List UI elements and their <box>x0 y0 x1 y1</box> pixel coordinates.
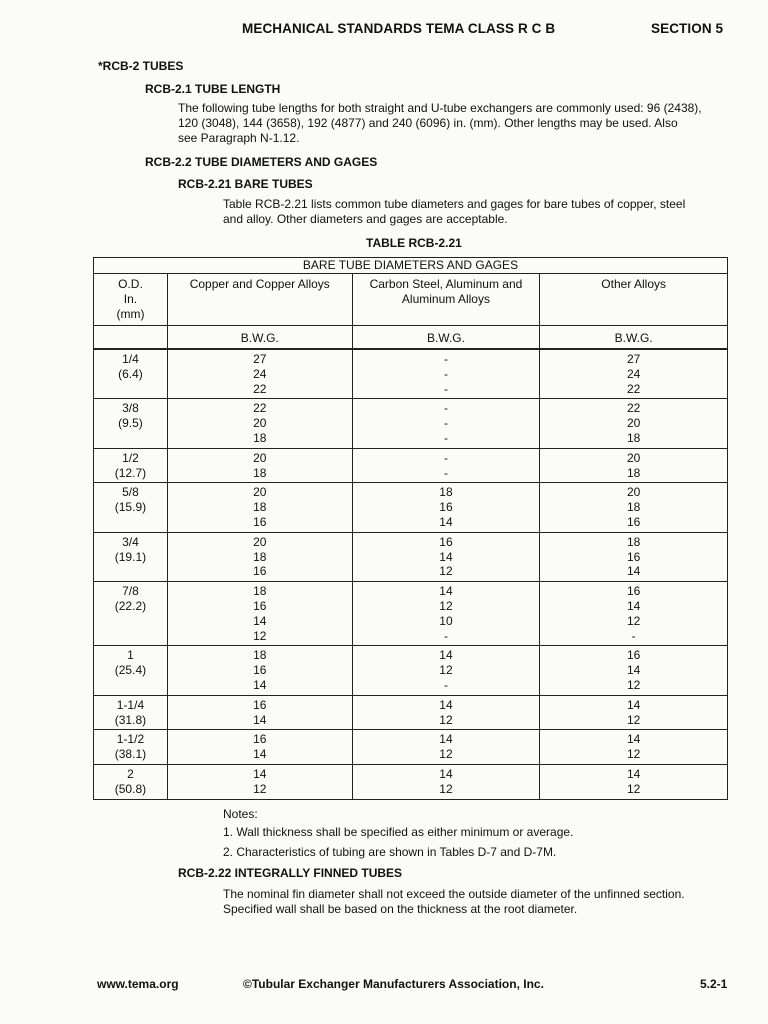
cell-value: 16 <box>626 648 641 663</box>
cell-value: 27 <box>253 352 267 366</box>
cell-value: 16 <box>626 514 641 529</box>
rcb222-heading: RCB-2.22 INTEGRALLY FINNED TUBES <box>178 866 403 880</box>
cell-value: 16 <box>253 732 267 747</box>
cell-value: - <box>443 416 448 431</box>
cell-value: 10 <box>439 613 453 628</box>
paragraph-line: Table RCB-2.21 lists common tube diameters and gages for bare tubes of copper, steel <box>223 197 686 211</box>
paragraph-line: 120 (3048), 144 (3658), 192 (4877) and 240 (6096) in. (mm). Other lengths may be used. Also <box>178 116 678 130</box>
od-cell <box>94 764 168 799</box>
carbon-steel-cell <box>352 349 540 399</box>
table-label: TABLE RCB-2.21 <box>366 236 462 250</box>
cell-value: 16 <box>439 534 453 549</box>
cell-value: - <box>443 401 448 416</box>
rcb21-heading: RCB-2.1 TUBE LENGTH <box>145 82 281 96</box>
cell-value: 1-1/4 <box>116 697 145 712</box>
cell-value: - <box>443 366 448 381</box>
copper-cell <box>167 764 352 799</box>
other-alloys-cell <box>540 532 728 581</box>
cell-value: 12 <box>439 712 453 727</box>
copper-cell <box>167 483 352 532</box>
col-header-od: O.D. In. (mm) <box>94 274 168 326</box>
cell-value: 12 <box>253 628 267 643</box>
cell-value: 22 <box>253 381 267 396</box>
cell-value: 12 <box>626 677 641 692</box>
paragraph-line: and alloy. Other diameters and gages are acceptable. <box>223 212 508 226</box>
carbon-steel-cell <box>352 532 540 581</box>
notes-title: Notes: <box>223 807 258 821</box>
copper-cell <box>167 695 352 730</box>
cell-value: 18 <box>253 584 267 599</box>
cell-value: 12 <box>253 781 267 796</box>
cell-value: 22 <box>626 381 641 396</box>
cell-value: 16 <box>253 598 267 613</box>
od-cell <box>94 695 168 730</box>
cell-value: (31.8) <box>114 712 147 727</box>
od-cell <box>94 730 168 765</box>
copper-cell <box>167 730 352 765</box>
cell-value: 16 <box>253 697 267 712</box>
cell-value: 16 <box>626 584 641 599</box>
cell-value: 12 <box>439 781 453 796</box>
cell-value: - <box>631 628 636 643</box>
table-row <box>94 582 728 646</box>
carbon-steel-cell <box>352 764 540 799</box>
cell-value: 16 <box>253 564 267 579</box>
page-header-section: SECTION 5 <box>651 21 724 36</box>
other-alloys-cell <box>540 483 728 532</box>
cell-value: 12 <box>439 598 453 613</box>
cell-value: - <box>443 430 448 445</box>
cell-value: (6.4) <box>118 366 143 381</box>
cell-value: 18 <box>253 549 267 564</box>
carbon-steel-cell <box>352 399 540 448</box>
cell-value: 20 <box>253 450 267 465</box>
section-heading: *RCB-2 TUBES <box>98 59 184 73</box>
carbon-steel-cell <box>352 483 540 532</box>
cell-value: - <box>443 450 448 465</box>
cell-value: 1/4 <box>122 352 139 366</box>
cell-value: 14 <box>253 712 267 727</box>
cell-value: (22.2) <box>114 598 147 613</box>
other-alloys-cell <box>540 582 728 646</box>
table-row <box>94 646 728 695</box>
cell-value: 16 <box>626 549 641 564</box>
od-cell <box>94 399 168 448</box>
table-row <box>94 483 728 532</box>
copper-cell <box>167 646 352 695</box>
rcb221-heading: RCB-2.21 BARE TUBES <box>178 177 313 191</box>
cell-value: 18 <box>253 648 267 663</box>
bwg-label: B.W.G. <box>352 326 540 350</box>
cell-value: 14 <box>439 584 453 599</box>
note-item: 2. Characteristics of tubing are shown in Tables D-7 and D-7M. <box>223 845 557 859</box>
other-alloys-cell <box>540 764 728 799</box>
od-cell <box>94 532 168 581</box>
table-row <box>94 349 728 399</box>
page-header-title: MECHANICAL STANDARDS TEMA CLASS R C B <box>242 21 556 36</box>
cell-value: (19.1) <box>114 549 147 564</box>
copper-cell <box>167 399 352 448</box>
copper-cell <box>167 349 352 399</box>
footer-page-number: 5.2-1 <box>700 977 728 991</box>
cell-value: 14 <box>626 697 641 712</box>
copper-cell <box>167 532 352 581</box>
cell-value: 20 <box>253 485 267 500</box>
cell-value: 16 <box>439 500 453 515</box>
cell-value: 20 <box>253 416 267 431</box>
cell-value: 3/4 <box>122 534 139 549</box>
cell-value: 12 <box>626 747 641 762</box>
cell-value: - <box>443 352 448 366</box>
copper-cell <box>167 582 352 646</box>
cell-value: 20 <box>626 485 641 500</box>
cell-value: 18 <box>626 430 641 445</box>
other-alloys-cell <box>540 448 728 483</box>
cell-value: (12.7) <box>114 465 147 480</box>
other-alloys-cell <box>540 695 728 730</box>
cell-value: 2 <box>127 766 134 781</box>
od-cell <box>94 582 168 646</box>
cell-value: (38.1) <box>114 747 147 762</box>
other-alloys-cell <box>540 399 728 448</box>
cell-value: 20 <box>626 450 641 465</box>
cell-value: 14 <box>253 766 267 781</box>
note-item: 1. Wall thickness shall be specified as either minimum or average. <box>223 825 574 839</box>
cell-value: 1 <box>127 648 134 663</box>
bwg-blank <box>94 326 168 350</box>
carbon-steel-cell <box>352 646 540 695</box>
cell-value: 18 <box>626 465 641 480</box>
other-alloys-cell <box>540 646 728 695</box>
cell-value: 22 <box>253 401 267 416</box>
cell-value: 24 <box>626 366 641 381</box>
cell-value: 7/8 <box>122 584 139 599</box>
cell-value: 14 <box>439 549 453 564</box>
paragraph-line: The following tube lengths for both straight and U-tube exchangers are commonly used: 96 (2438), <box>178 101 702 115</box>
table-caption: BARE TUBE DIAMETERS AND GAGES <box>94 258 728 274</box>
table-row <box>94 730 728 765</box>
table-row <box>94 532 728 581</box>
carbon-steel-cell <box>352 695 540 730</box>
cell-value: 12 <box>439 663 453 678</box>
cell-value: 20 <box>626 416 641 431</box>
cell-value: 14 <box>626 598 641 613</box>
od-cell <box>94 349 168 399</box>
cell-value: 14 <box>439 766 453 781</box>
table-row <box>94 695 728 730</box>
rcb221-paragraph <box>223 197 685 227</box>
table-row <box>94 399 728 448</box>
cell-value: 16 <box>253 663 267 678</box>
cell-value: 18 <box>253 500 267 515</box>
cell-value: 12 <box>626 781 641 796</box>
cell-value: 24 <box>253 366 267 381</box>
cell-value: 14 <box>253 613 267 628</box>
cell-value: 14 <box>253 747 267 762</box>
cell-value: 12 <box>626 712 641 727</box>
paragraph-line: The nominal fin diameter shall not exceed the outside diameter of the unfinned section. <box>223 887 685 901</box>
bwg-label: B.W.G. <box>540 326 728 350</box>
cell-value: 14 <box>439 648 453 663</box>
carbon-steel-cell <box>352 730 540 765</box>
cell-value: 12 <box>439 747 453 762</box>
rcb222-paragraph <box>223 887 685 917</box>
col-header-copper: Copper and Copper Alloys <box>167 274 352 326</box>
cell-value: 12 <box>626 613 641 628</box>
cell-value: 18 <box>439 485 453 500</box>
bare-tubes-table <box>93 257 728 800</box>
cell-value: 14 <box>626 732 641 747</box>
cell-value: 20 <box>253 534 267 549</box>
cell-value: (15.9) <box>114 500 147 515</box>
other-alloys-cell <box>540 730 728 765</box>
cell-value: 18 <box>626 500 641 515</box>
od-cell <box>94 483 168 532</box>
cell-value: - <box>443 628 448 643</box>
cell-value: 22 <box>626 401 641 416</box>
cell-value: 14 <box>439 697 453 712</box>
cell-value: 3/8 <box>122 401 139 416</box>
rcb21-paragraph <box>178 101 702 146</box>
cell-value: (9.5) <box>118 416 143 431</box>
cell-value: 14 <box>253 677 267 692</box>
cell-value: 14 <box>626 663 641 678</box>
cell-value: 1-1/2 <box>116 732 145 747</box>
cell-value: 27 <box>626 352 641 366</box>
cell-value: 14 <box>626 766 641 781</box>
paragraph-line: see Paragraph N-1.12. <box>178 131 300 145</box>
carbon-steel-cell <box>352 448 540 483</box>
copper-cell <box>167 448 352 483</box>
cell-value: 18 <box>253 430 267 445</box>
cell-value: (25.4) <box>114 663 147 678</box>
od-cell <box>94 646 168 695</box>
cell-value: 16 <box>253 514 267 529</box>
carbon-steel-cell <box>352 582 540 646</box>
rcb22-heading: RCB-2.2 TUBE DIAMETERS AND GAGES <box>145 155 378 169</box>
cell-value: 14 <box>626 564 641 579</box>
cell-value: - <box>443 677 448 692</box>
cell-value: 12 <box>439 564 453 579</box>
cell-value: 1/2 <box>122 450 139 465</box>
col-header-carbon-steel: Carbon Steel, Aluminum and Aluminum Alloys <box>352 274 540 326</box>
bwg-label: B.W.G. <box>167 326 352 350</box>
cell-value: 5/8 <box>122 485 139 500</box>
col-header-other-alloys: Other Alloys <box>540 274 728 326</box>
other-alloys-cell <box>540 349 728 399</box>
cell-value: 18 <box>626 534 641 549</box>
footer-copyright: ©Tubular Exchanger Manufacturers Association, Inc. <box>243 977 544 991</box>
paragraph-line: Specified wall shall be based on the thickness at the root diameter. <box>223 902 578 916</box>
cell-value: - <box>443 465 448 480</box>
od-cell <box>94 448 168 483</box>
cell-value: - <box>443 381 448 396</box>
table-row <box>94 764 728 799</box>
cell-value: 14 <box>439 514 453 529</box>
cell-value: 18 <box>253 465 267 480</box>
cell-value: 14 <box>439 732 453 747</box>
cell-value: (50.8) <box>114 781 147 796</box>
footer-website[interactable]: www.tema.org <box>97 977 179 991</box>
table-row <box>94 448 728 483</box>
